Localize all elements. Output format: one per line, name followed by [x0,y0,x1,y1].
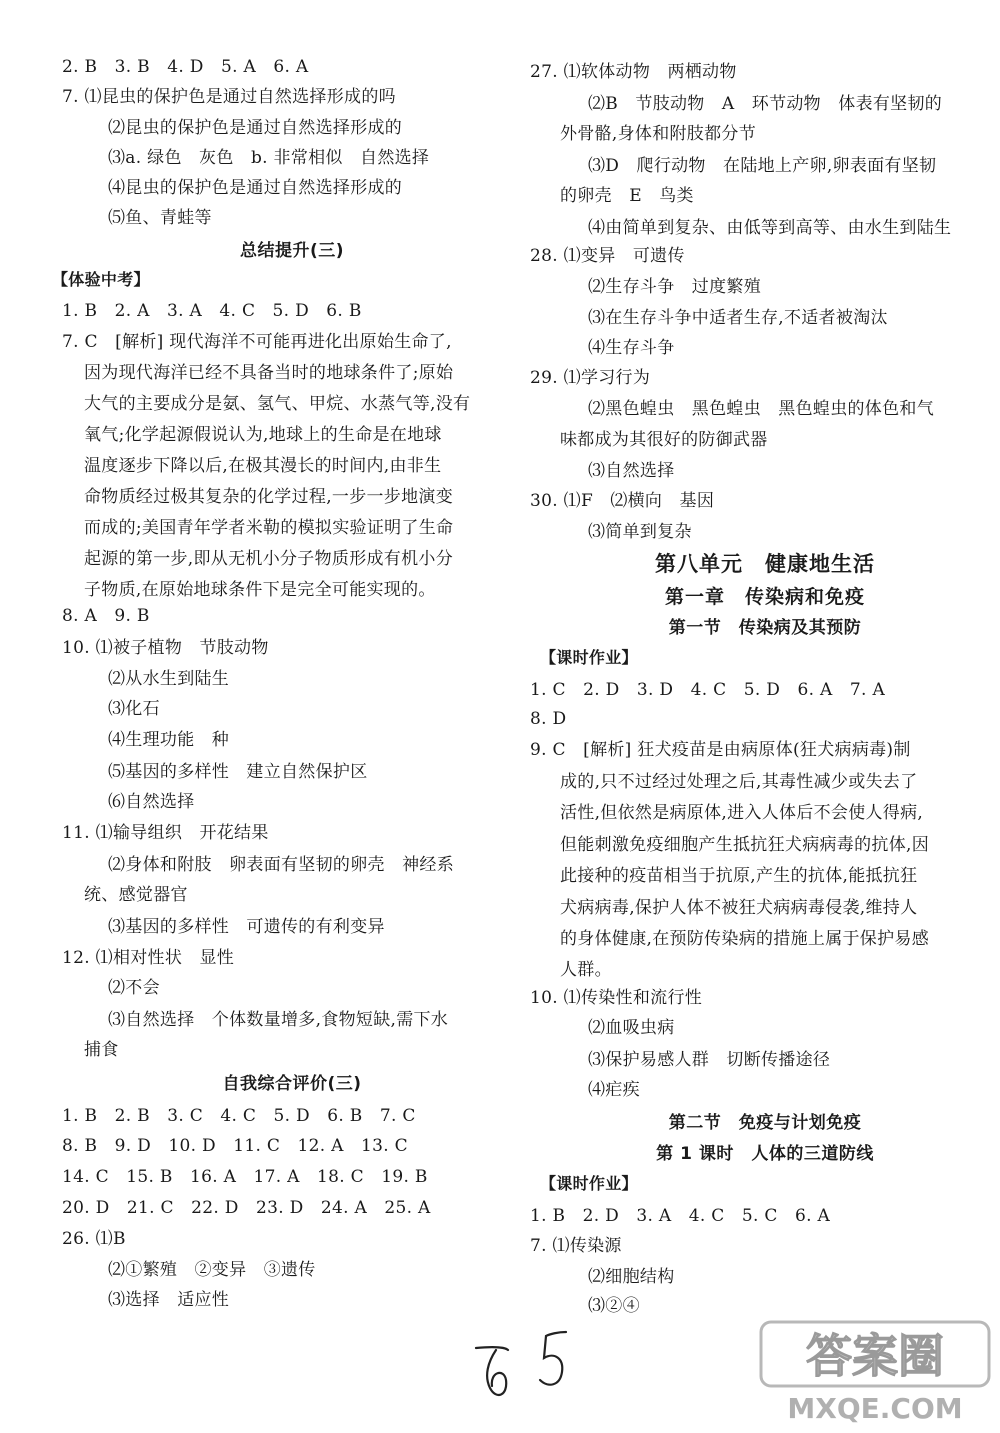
answer-line: 10. ⑴被子植物 节肢动物 [62,638,269,658]
answer-line: ⑶自然选择 个体数量增多,食物短缺,需下水 [108,1010,449,1030]
explanation-line: 起源的第一步,即从无机小分子物质形成有机小分 [84,549,454,569]
answer-line: 2. B 3. B 4. D 5. A 6. A [62,57,309,77]
answer-line: 30. ⑴F ⑵横向 基因 [530,491,715,511]
unit-heading: 第八单元 健康地生活 [655,552,875,576]
section-tag-homework: 【课时作业】 [540,648,638,667]
answer-line: ⑶自然选择 [588,461,675,481]
answer-line: ⑵昆虫的保护色是通过自然选择形成的 [108,118,403,138]
explanation-line: 人群。 [560,960,612,980]
answer-line: ⑶a. 绿色 灰色 b. 非常相似 自然选择 [108,148,430,168]
lesson-heading: 第 1 课时 人体的三道防线 [656,1144,874,1164]
answer-line: ⑷由简单到复杂、由低等到高等、由水生到陆生 [588,218,952,238]
answer-line: 7. C [解析] 现代海洋不可能再进化出原始生命了, [62,332,452,352]
answer-line: 7. ⑴昆虫的保护色是通过自然选择形成的吗 [62,87,396,107]
answer-line: 统、感觉器官 [84,885,188,905]
answer-line: 8. A 9. B [62,606,150,626]
answer-line: ⑵黑色蝗虫 黑色蝗虫 黑色蝗虫的体色和气 [588,399,934,419]
answer-line: 27. ⑴软体动物 两栖动物 [530,62,737,82]
explanation-line: 温度逐步下降以后,在极其漫长的时间内,由非生 [84,456,442,476]
explanation-line: 此接种的疫苗相当于抗原,产生的抗体,能抵抗狂 [560,866,918,886]
answer-line: ⑶②④ [588,1296,640,1316]
watermark-logo [755,1318,995,1428]
watermark-text: 答案圈 [806,1329,944,1383]
answer-line: ⑶化石 [108,699,160,719]
answer-line: 1. B 2. B 3. C 4. C 5. D 6. B 7. C [62,1106,416,1126]
explanation-line: 活性,但依然是病原体,进入人体后不会使人得病, [560,803,924,823]
explanation-line: 子物质,在原始地球条件下是完全可能实现的。 [84,580,436,600]
explanation-line: 大气的主要成分是氨、氢气、甲烷、水蒸气等,没有 [84,394,471,414]
section-heading-summary: 总结提升(三) [239,241,345,261]
answer-line: ⑶在生存斗争中适者生存,不适者被淘汰 [588,308,888,328]
explanation-line: 而成的;美国青年学者米勒的模拟实验证明了生命 [84,518,454,538]
answer-line: ⑵身体和附肢 卵表面有坚韧的卵壳 神经系 [108,855,454,875]
answer-line: ⑶D 爬行动物 在陆地上产卵,卵表面有坚韧 [588,156,937,176]
answer-line: 12. ⑴相对性状 显性 [62,948,235,968]
explanation-line: 成的,只不过经过处理之后,其毒性减少或失去了 [560,772,918,792]
answer-line: ⑵从水生到陆生 [108,669,230,689]
answer-line: 29. ⑴学习行为 [530,368,651,388]
answer-line: 10. ⑴传染性和流行性 [530,988,703,1008]
answer-line: ⑵细胞结构 [588,1267,675,1287]
explanation-line: 命物质经过极其复杂的化学过程,一步一步地演变 [84,487,454,507]
answer-line: 1. B 2. A 3. A 4. C 5. D 6. B [62,301,362,321]
answer-line: ⑷疟疾 [588,1080,640,1100]
answer-line: 外骨骼,身体和附肢都分节 [560,124,757,144]
answer-line: 9. C [解析] 狂犬疫苗是由病原体(狂犬病病毒)制 [530,740,911,760]
answer-line: ⑸基因的多样性 建立自然保护区 [108,762,368,782]
answer-line: ⑵生存斗争 过度繁殖 [588,277,761,297]
answer-line: 8. B 9. D 10. D 11. C 12. A 13. C [62,1136,408,1156]
answer-line: 1. B 2. D 3. A 4. C 5. C 6. A [530,1206,831,1226]
answer-line: ⑸鱼、青蛙等 [108,208,212,228]
answer-line: ⑷生存斗争 [588,338,675,358]
answer-line: ⑶简单到复杂 [588,522,692,542]
answer-line: 20. D 21. C 22. D 23. D 24. A 25. A [62,1198,431,1218]
answer-line: ⑷生理功能 种 [108,730,230,750]
watermark-site: MXQE.COM [787,1392,963,1425]
answer-line: ⑶基因的多样性 可遗传的有利变异 [108,917,385,937]
answer-line: ⑵不会 [108,978,160,998]
answer-line: ⑶保护易感人群 切断传播途径 [588,1050,831,1070]
handwritten-page-number [468,1328,578,1408]
explanation-line: 的身体健康,在预防传染病的措施上属于保护易感 [560,929,930,949]
answer-line: 8. D [530,709,567,729]
answer-line: 28. ⑴变异 可遗传 [530,246,685,266]
answer-line: ⑶选择 适应性 [108,1290,230,1310]
section-heading-1: 第一节 传染病及其预防 [668,618,862,638]
chapter-heading: 第一章 传染病和免疫 [664,586,865,608]
answer-line: ⑵B 节肢动物 A 环节动物 体表有坚韧的 [588,94,943,114]
explanation-line: 犬病病毒,保护人体不被狂犬病病毒侵袭,维持人 [560,898,918,918]
answer-line: 7. ⑴传染源 [530,1236,622,1256]
explanation-line: 但能刺激免疫细胞产生抵抗狂犬病病毒的抗体,因 [560,835,930,855]
answer-line: ⑵血吸虫病 [588,1018,675,1038]
answer-line: 的卵壳 E 鸟类 [560,186,694,206]
answer-line: 1. C 2. D 3. D 4. C 5. D 6. A 7. A [530,680,886,700]
answer-line: 11. ⑴输导组织 开花结果 [62,823,269,843]
section-tag-exam: 【体验中考】 [52,270,150,289]
answer-line: ⑹自然选择 [108,792,195,812]
answer-line: 14. C 15. B 16. A 17. A 18. C 19. B [62,1167,428,1187]
answer-line: ⑷昆虫的保护色是通过自然选择形成的 [108,178,403,198]
section-heading-self-eval: 自我综合评价(三) [222,1074,362,1094]
answer-line: 26. ⑴B [62,1229,126,1249]
section-tag-homework: 【课时作业】 [540,1174,638,1193]
answer-line: ⑵①繁殖 ②变异 ③遗传 [108,1260,316,1280]
answer-line: 捕食 [84,1040,119,1060]
section-heading-2: 第二节 免疫与计划免疫 [668,1113,862,1133]
answer-line: 味都成为其很好的防御武器 [560,430,768,450]
explanation-line: 氧气;化学起源假说认为,地球上的生命是在地球 [84,425,442,445]
explanation-line: 因为现代海洋已经不具备当时的地球条件了;原始 [84,363,454,383]
